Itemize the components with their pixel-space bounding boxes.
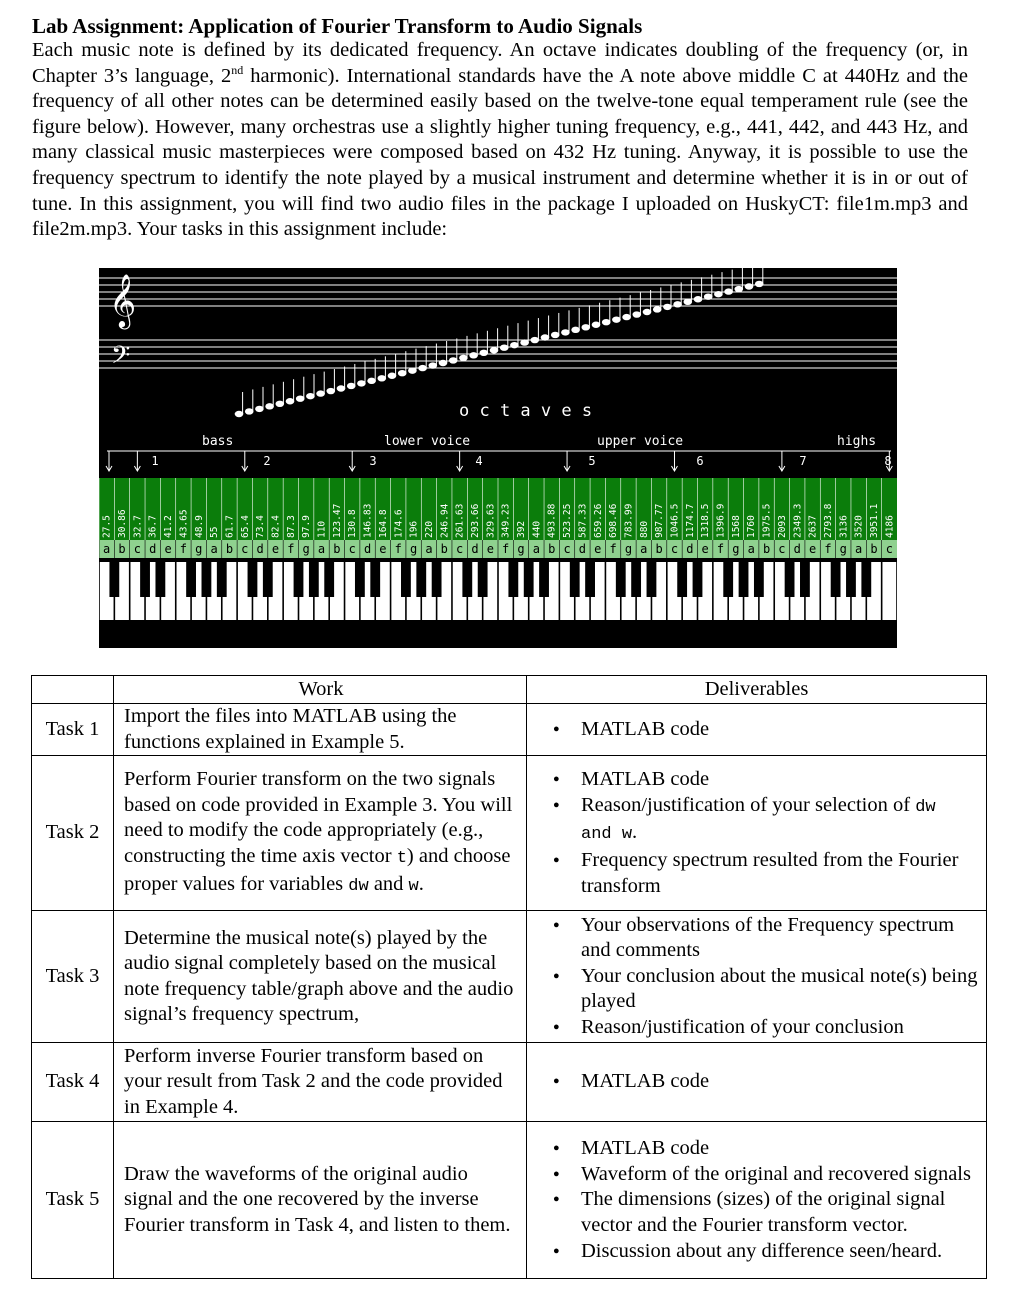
note-head bbox=[714, 291, 723, 297]
piano-black-key bbox=[861, 562, 871, 597]
note-letter: d bbox=[793, 542, 801, 556]
piano-black-key bbox=[263, 562, 273, 597]
piano-black-key bbox=[355, 562, 365, 597]
note-letter: b bbox=[333, 542, 341, 556]
note-head bbox=[745, 283, 754, 289]
table-row bbox=[32, 1043, 987, 1122]
note-letter: b bbox=[118, 542, 126, 556]
frequency-label: 2637 bbox=[807, 515, 819, 538]
note-head bbox=[561, 329, 570, 335]
deliverable-item: ● MATLAB code bbox=[537, 767, 978, 793]
note-head bbox=[673, 301, 682, 307]
note-head bbox=[480, 350, 489, 356]
frequency-band bbox=[99, 478, 897, 540]
deliverable-item: ● Reason/justification of your selection of dw and w. bbox=[537, 793, 978, 848]
octave-number: 8 bbox=[884, 454, 892, 468]
piano-black-key bbox=[416, 562, 426, 597]
header-work: Work bbox=[114, 676, 527, 704]
note-head bbox=[571, 327, 580, 333]
note-letter: a bbox=[747, 542, 755, 556]
piano-black-key bbox=[217, 562, 227, 597]
note-head bbox=[459, 355, 468, 361]
note-head bbox=[296, 396, 305, 402]
piano-black-key bbox=[539, 562, 549, 597]
voice-ranges bbox=[202, 434, 876, 449]
note-letter: d bbox=[363, 542, 372, 556]
frequency-label: 261.63 bbox=[454, 503, 466, 538]
note-head bbox=[469, 352, 478, 358]
note-head bbox=[449, 357, 458, 363]
octave-number: 6 bbox=[696, 454, 704, 468]
piano-black-key bbox=[140, 562, 150, 597]
note-letter: f bbox=[287, 542, 295, 556]
note-letter: c bbox=[885, 542, 893, 556]
frequency-label: 987.77 bbox=[654, 503, 666, 538]
frequency-label: 523.25 bbox=[562, 503, 574, 538]
note-head bbox=[347, 383, 356, 389]
piano-black-key bbox=[109, 562, 119, 597]
piano-black-key bbox=[723, 562, 733, 597]
note-head bbox=[276, 401, 285, 407]
note-letter: a bbox=[532, 542, 540, 556]
piano-black-key bbox=[677, 562, 687, 597]
octave-number: 7 bbox=[799, 454, 807, 468]
octaves-title: o c t a v e s bbox=[459, 401, 593, 421]
note-letter: a bbox=[317, 542, 326, 556]
note-letter: c bbox=[348, 542, 356, 556]
frequency-label: 3136 bbox=[838, 515, 850, 538]
frequency-label: 65.4 bbox=[239, 515, 251, 538]
task-work: Determine the musical note(s) played by the audio signal completely based on the musical note frequency table/graph above and the audio signal’s frequency spectrum, bbox=[114, 911, 527, 1043]
note-head bbox=[316, 390, 325, 396]
task-work: Perform Fourier transform on the two signals based on code provided in Example 3. You will need to modify the code appropriately (e.g., constructing the time axis vector t) and choose proper values for variables dw and w. bbox=[114, 756, 527, 911]
frequency-label: 174.6 bbox=[393, 509, 405, 538]
task-label: Task 1 bbox=[32, 704, 114, 756]
staff-notes bbox=[235, 268, 764, 417]
frequency-label: 146.83 bbox=[362, 503, 374, 538]
note-head bbox=[398, 370, 407, 376]
frequency-label: 87.3 bbox=[285, 515, 297, 538]
piano-black-key bbox=[155, 562, 165, 597]
deliverable-item: ● Reason/justification of your conclusion bbox=[537, 1015, 978, 1041]
task-deliverables bbox=[527, 911, 987, 1043]
deliverable-item: ● Discussion about any difference seen/heard. bbox=[537, 1239, 978, 1265]
note-letter: f bbox=[609, 542, 617, 556]
note-head bbox=[643, 309, 652, 315]
table-row bbox=[32, 911, 987, 1043]
note-head bbox=[541, 334, 550, 340]
frequency-label: 164.8 bbox=[377, 509, 389, 538]
frequency-label: 3951.1 bbox=[868, 503, 880, 538]
frequency-label: 587.33 bbox=[577, 503, 589, 538]
piano-black-key bbox=[186, 562, 196, 597]
piano-white-key bbox=[882, 562, 896, 620]
note-letter: e bbox=[271, 542, 280, 556]
frequency-label: 97.9 bbox=[301, 515, 313, 538]
frequency-label: 55 bbox=[209, 526, 221, 538]
note-letter: b bbox=[548, 542, 556, 556]
piano-black-key bbox=[693, 562, 703, 597]
frequency-label: 43.65 bbox=[178, 509, 190, 538]
task-deliverables bbox=[527, 756, 987, 911]
frequency-label: 246.94 bbox=[439, 503, 451, 538]
piano-black-key bbox=[432, 562, 442, 597]
note-letter: a bbox=[103, 542, 111, 556]
piano-black-key bbox=[631, 562, 641, 597]
frequency-label: 1396.9 bbox=[715, 503, 727, 538]
note-letter: a bbox=[210, 542, 218, 556]
piano-black-key bbox=[616, 562, 626, 597]
note-letter: b bbox=[225, 542, 234, 556]
piano-black-key bbox=[294, 562, 304, 597]
note-letter: d bbox=[149, 542, 157, 556]
piano-black-key bbox=[739, 562, 749, 597]
note-head bbox=[724, 288, 733, 294]
note-letter: a bbox=[640, 542, 648, 556]
note-letter: e bbox=[808, 542, 817, 556]
note-letter: d bbox=[686, 542, 694, 556]
frequency-label: 493.88 bbox=[546, 503, 558, 538]
task-label: Task 4 bbox=[32, 1043, 114, 1122]
frequency-label: 783.99 bbox=[623, 503, 635, 538]
note-letter: a bbox=[425, 542, 433, 556]
note-head bbox=[602, 319, 611, 325]
note-head bbox=[306, 393, 315, 399]
frequency-label: 1568 bbox=[730, 515, 742, 538]
note-head bbox=[653, 306, 662, 312]
note-letter: e bbox=[164, 542, 172, 556]
note-head bbox=[408, 367, 417, 373]
task-label: Task 3 bbox=[32, 911, 114, 1043]
note-letter: g bbox=[624, 542, 633, 556]
note-head bbox=[378, 375, 387, 381]
frequency-label: 48.9 bbox=[193, 515, 205, 538]
note-head bbox=[735, 286, 744, 292]
note-head bbox=[633, 311, 642, 317]
note-head bbox=[367, 378, 376, 384]
header-deliverables: Deliverables bbox=[527, 676, 987, 704]
note-head bbox=[429, 362, 438, 368]
deliverable-item: ● MATLAB code bbox=[537, 1136, 978, 1162]
note-head bbox=[245, 408, 254, 414]
note-head bbox=[235, 411, 244, 417]
table-row bbox=[32, 756, 987, 911]
note-frequency-figure bbox=[99, 268, 897, 648]
note-letter: g bbox=[517, 542, 525, 556]
note-letter: e bbox=[701, 542, 709, 556]
note-letter: d bbox=[578, 542, 587, 556]
voice-label-highs: highs bbox=[837, 434, 877, 449]
note-letter: g bbox=[732, 542, 740, 556]
note-head bbox=[622, 314, 631, 320]
frequency-label: 82.4 bbox=[270, 515, 282, 538]
table-header-row bbox=[32, 676, 987, 704]
frequency-label: 2349.3 bbox=[792, 503, 804, 538]
piano-black-key bbox=[800, 562, 810, 597]
note-head bbox=[510, 342, 519, 348]
deliverable-item: ● Waveform of the original and recovered signals bbox=[537, 1162, 978, 1188]
piano-black-key bbox=[508, 562, 518, 597]
piano-black-key bbox=[570, 562, 580, 597]
note-head bbox=[439, 360, 448, 366]
frequency-label: 293.66 bbox=[469, 503, 481, 538]
note-letter: c bbox=[778, 542, 786, 556]
frequency-label: 41.2 bbox=[163, 515, 175, 538]
octave-number: 1 bbox=[151, 454, 159, 468]
bass-clef-icon: 𝄢 bbox=[111, 341, 131, 376]
piano-black-key bbox=[202, 562, 212, 597]
assignment-title: Lab Assignment: Application of Fourier Transform to Audio Signals bbox=[32, 14, 643, 38]
frequency-label: 1318.5 bbox=[700, 503, 712, 538]
frequency-label: 196 bbox=[408, 520, 420, 538]
frequency-label: 27.5 bbox=[101, 515, 113, 538]
frequency-label: 440 bbox=[531, 520, 543, 538]
note-head bbox=[704, 294, 713, 300]
table-row bbox=[32, 1122, 987, 1279]
frequency-label: 61.7 bbox=[224, 515, 236, 538]
header-task bbox=[32, 676, 114, 704]
note-head bbox=[286, 398, 295, 404]
tasks-table bbox=[31, 675, 987, 1279]
frequency-label: 32.7 bbox=[132, 515, 144, 538]
note-head bbox=[582, 324, 591, 330]
note-letter: d bbox=[471, 542, 479, 556]
note-letter: c bbox=[670, 542, 679, 556]
note-head bbox=[531, 337, 540, 343]
octave-number: 2 bbox=[263, 454, 271, 468]
octave-number: 5 bbox=[588, 454, 596, 468]
note-chart-svg bbox=[99, 268, 897, 648]
note-head bbox=[490, 347, 499, 353]
piano-black-key bbox=[647, 562, 657, 597]
task-label: Task 5 bbox=[32, 1122, 114, 1279]
piano-black-key bbox=[754, 562, 764, 597]
note-letter: f bbox=[394, 542, 402, 556]
frequency-label: 1174.7 bbox=[684, 503, 696, 538]
piano-black-key bbox=[309, 562, 319, 597]
task-work: Perform inverse Fourier transform based on your result from Task 2 and the code provided in Example 4. bbox=[114, 1043, 527, 1122]
note-letter: d bbox=[256, 542, 264, 556]
note-letter: c bbox=[133, 542, 141, 556]
frequency-label: 110 bbox=[316, 520, 328, 538]
note-head bbox=[327, 388, 336, 394]
frequency-label: 329.63 bbox=[485, 503, 497, 538]
frequency-label: 1760 bbox=[746, 515, 758, 538]
note-letter: c bbox=[563, 542, 571, 556]
octave-number: 4 bbox=[475, 454, 483, 468]
piano-black-key bbox=[585, 562, 595, 597]
frequency-label: 349.23 bbox=[500, 503, 512, 538]
voice-label-bass: bass bbox=[202, 434, 234, 449]
frequency-label: 698.46 bbox=[608, 503, 620, 538]
task-label: Task 2 bbox=[32, 756, 114, 911]
piano-keyboard bbox=[99, 560, 897, 648]
note-head bbox=[357, 380, 366, 386]
note-letter: f bbox=[179, 542, 188, 556]
piano-black-key bbox=[524, 562, 534, 597]
note-letter: f bbox=[716, 542, 725, 556]
note-letter: g bbox=[195, 542, 203, 556]
frequency-label: 220 bbox=[423, 520, 435, 538]
table-row bbox=[32, 704, 987, 756]
piano-black-key bbox=[462, 562, 472, 597]
voice-label-upper: upper voice bbox=[597, 434, 684, 449]
octave-number: 3 bbox=[369, 454, 377, 468]
note-head bbox=[388, 373, 397, 379]
frequency-label: 130.8 bbox=[347, 509, 359, 538]
note-head bbox=[265, 403, 274, 409]
note-letter: g bbox=[839, 542, 847, 556]
note-head bbox=[612, 316, 621, 322]
note-letter: e bbox=[486, 542, 494, 556]
note-letter: b bbox=[762, 542, 771, 556]
frequency-label: 123.47 bbox=[331, 503, 343, 538]
octave-brackets bbox=[106, 451, 892, 471]
note-letter: f bbox=[502, 542, 510, 556]
note-head bbox=[663, 304, 672, 310]
task-work: Import the files into MATLAB using the functions explained in Example 5. bbox=[114, 704, 527, 756]
task-deliverables bbox=[527, 704, 987, 756]
frequency-label: 659.26 bbox=[592, 503, 604, 538]
note-letter: e bbox=[594, 542, 602, 556]
note-head bbox=[592, 322, 601, 328]
piano-black-key bbox=[248, 562, 258, 597]
voice-label-lower: lower voice bbox=[384, 434, 471, 449]
frequency-label: 392 bbox=[516, 520, 528, 538]
deliverable-item: ● MATLAB code bbox=[537, 1069, 978, 1095]
note-head bbox=[755, 281, 764, 287]
frequency-label: 3520 bbox=[853, 515, 865, 538]
note-head bbox=[520, 339, 529, 345]
frequency-label: 30.86 bbox=[117, 509, 129, 538]
note-letter: b bbox=[655, 542, 663, 556]
note-head bbox=[418, 365, 427, 371]
piano-black-key bbox=[478, 562, 488, 597]
note-letter: g bbox=[409, 542, 418, 556]
frequency-label: 2793.8 bbox=[822, 503, 834, 538]
note-head bbox=[551, 332, 560, 338]
note-letter: c bbox=[241, 542, 249, 556]
note-head bbox=[684, 299, 693, 305]
task-deliverables bbox=[527, 1043, 987, 1122]
frequency-label: 880 bbox=[638, 520, 650, 538]
task-work: Draw the waveforms of the original audio signal and the one recovered by the inverse Fourier transform in Task 4, and listen to them. bbox=[114, 1122, 527, 1279]
note-head bbox=[337, 385, 346, 391]
frequency-label: 1975.5 bbox=[761, 503, 773, 538]
frequency-label: 73.4 bbox=[255, 515, 267, 538]
piano-black-key bbox=[785, 562, 795, 597]
intro-paragraph: Each music note is defined by its dedicated frequency. An octave indicates doubling of the frequency (or, in Chapter 3’s language, 2nd harmonic). International standards have the A note above middle C at 440Hz and the frequency of all other notes can be determined easily based on the twelve-tone equal temperament rule (see the figure below). However, many orchestras use a slightly higher tuning frequency, e.g., 441, 442, and 443 Hz, and many classical music masterpieces were composed based on 432 Hz tuning. Anyway, it is possible to use the frequency spectrum to identify the note played by a musical instrument and determine whether it is in or out of tune. In this assignment, you will find two audio files in the package I uploaded on HuskyCT: file1m.mp3 and file2m.mp3. Your tasks in this assignment include: bbox=[32, 39, 968, 241]
piano-black-key bbox=[846, 562, 856, 597]
piano-black-key bbox=[370, 562, 380, 597]
note-letter: b bbox=[870, 542, 878, 556]
piano-black-key bbox=[401, 562, 411, 597]
note-letter: f bbox=[824, 542, 832, 556]
frequency-label: 4186 bbox=[884, 515, 896, 538]
treble-clef-icon: 𝄞 bbox=[109, 273, 137, 327]
note-head bbox=[500, 345, 509, 351]
note-head bbox=[694, 296, 703, 302]
deliverable-item: ● The dimensions (sizes) of the original signal vector and the Fourier transform vector. bbox=[537, 1187, 978, 1238]
deliverable-item: ● Your observations of the Frequency spectrum and comments bbox=[537, 913, 978, 964]
note-letter: a bbox=[855, 542, 863, 556]
note-letter: g bbox=[302, 542, 310, 556]
frequency-label: 1046.5 bbox=[669, 503, 681, 538]
deliverable-item: ● Your conclusion about the musical note(s) being played bbox=[537, 964, 978, 1015]
note-letter: b bbox=[440, 542, 448, 556]
deliverable-item: ● MATLAB code bbox=[537, 717, 978, 743]
task-deliverables bbox=[527, 1122, 987, 1279]
note-head bbox=[255, 406, 264, 412]
piano-black-key bbox=[831, 562, 841, 597]
frequency-label: 2093 bbox=[776, 515, 788, 538]
deliverable-item: ● Frequency spectrum resulted from the Fourier transform bbox=[537, 848, 978, 899]
piano-black-key bbox=[324, 562, 334, 597]
frequency-label: 36.7 bbox=[147, 515, 159, 538]
note-letter-band bbox=[99, 540, 897, 558]
note-letter: e bbox=[379, 542, 387, 556]
staff-lines bbox=[99, 278, 897, 368]
note-letter: c bbox=[456, 542, 464, 556]
